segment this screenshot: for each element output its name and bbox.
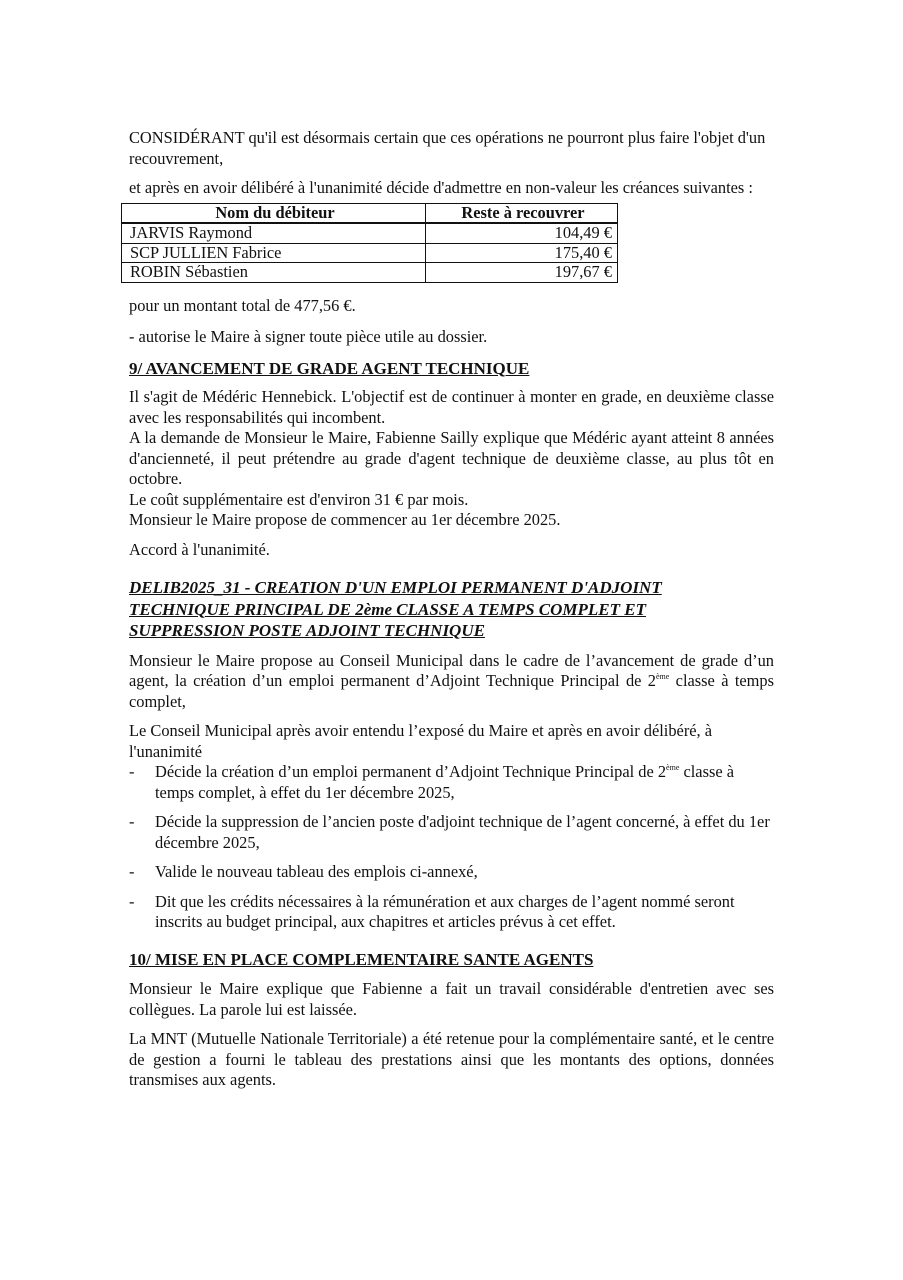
list-item-text: Dit que les crédits nécessaires à la rémunération et aux charges de l’agent nommé seront inscrits au budget principal, aux chapitres et articles prévus à cet effet. [155, 891, 735, 931]
section-9-line: Il s'agit de Médéric Hennebick. L'objectif est de continuer à monter en grade, en deuxième classe avec les responsabilités qui incombent. [129, 387, 774, 427]
remaining-amount: 104,49 € [426, 223, 618, 243]
delib-proposal-text-end: classe à temps complet, [129, 671, 774, 711]
section-9-title: 9/ AVANCEMENT DE GRADE AGENT TECHNIQUE [129, 358, 530, 378]
section-9-line: A la demande de Monsieur le Maire, Fabienne Sailly explique que Médéric ayant atteint 8 années d'ancienneté, il peut prétendre au grade d'agent technique de deuxième classe, au plus tôt en octobre. [129, 428, 774, 488]
debts-table [121, 203, 618, 283]
list-item [129, 892, 774, 933]
total-amount-paragraph: pour un montant total de 477,56 €. [129, 295, 356, 315]
delib-council-paragraph: Le Conseil Municipal après avoir entendu l’exposé du Maire et après en avoir délibéré, à l'unanimité [129, 721, 713, 761]
section-9-agreement: Accord à l'unanimité. [129, 539, 270, 559]
considerant-paragraph: CONSIDÉRANT qu'il est désormais certain que ces opérations ne pourront plus faire l'objet d'un recouvrement, [129, 128, 766, 168]
table-header-row [122, 203, 618, 223]
table-row [122, 243, 618, 263]
delib-proposal [129, 651, 774, 713]
delib-title: DELIB2025_31 - CREATION D'UN EMPLOI PERMANENT D'ADJOINT TECHNIQUE PRINCIPAL DE 2ème CLASSE A TEMPS COMPLET ET SUPPRESSION POSTE ADJOINT TECHNIQUE [129, 578, 662, 640]
header-debtor-name: Nom du débiteur [122, 203, 426, 223]
header-remaining-amount: Reste à recouvrer [426, 203, 618, 223]
dash-bullet: - [129, 891, 135, 911]
section-10-paragraph-2: La MNT (Mutuelle Nationale Territoriale) a été retenue pour la complémentaire santé, et le centre de gestion a fourni le tableau des prestations ainsi que les montants des options, données transmises aux agents. [129, 1029, 774, 1089]
list-item [129, 862, 774, 883]
delib-decisions-list [129, 762, 774, 933]
table-row [122, 223, 618, 243]
debtor-name: JARVIS Raymond [122, 223, 426, 243]
list-item [129, 812, 774, 853]
debtor-name: SCP JULLIEN Fabrice [122, 243, 426, 263]
list-item-text: Valide le nouveau tableau des emplois ci-annexé, [155, 862, 478, 881]
list-item [129, 762, 774, 803]
ordinal-suffix: ème [655, 672, 670, 681]
dash-bullet: - [129, 762, 135, 781]
authorize-paragraph: - autorise le Maire à signer toute pièce utile au dossier. [129, 327, 488, 346]
dash-bullet: - [129, 862, 135, 881]
section-9-line: Le coût supplémentaire est d'environ 31 € par mois. [129, 489, 469, 509]
table-row [122, 263, 618, 283]
remaining-amount: 175,40 € [426, 243, 618, 263]
list-item-text: Décide la création d’un emploi permanent d’Adjoint Technique Principal de 2 [155, 762, 667, 781]
section-9-line: Monsieur le Maire propose de commencer au 1er décembre 2025. [129, 510, 561, 529]
document-page [129, 128, 774, 1091]
section-9-body [129, 387, 774, 531]
decision-paragraph: et après en avoir délibéré à l'unanimité décide d'admettre en non-valeur les créances suivantes : [129, 178, 753, 197]
list-item-text: Décide la suppression de l’ancien poste d'adjoint technique de l’agent concerné, à effet du 1er décembre 2025, [155, 812, 770, 852]
dash-bullet: - [129, 812, 135, 831]
remaining-amount: 197,67 € [426, 263, 618, 283]
section-10-title: 10/ MISE EN PLACE COMPLEMENTAIRE SANTE AGENTS [129, 949, 594, 969]
list-item-text-end: classe à temps complet, à effet du 1er décembre 2025, [155, 762, 734, 802]
section-10-paragraph-1: Monsieur le Maire explique que Fabienne a fait un travail considérable d'entretien avec ses collègues. La parole lui est laissée. [129, 979, 774, 1019]
ordinal-suffix: ème [666, 763, 680, 772]
delib-proposal-text: Monsieur le Maire propose au Conseil Municipal dans le cadre de l’avancement de grade d’un agent, la création d’un emploi permanent d’Adjoint Technique Principal de 2 [129, 650, 774, 690]
debtor-name: ROBIN Sébastien [122, 263, 426, 283]
